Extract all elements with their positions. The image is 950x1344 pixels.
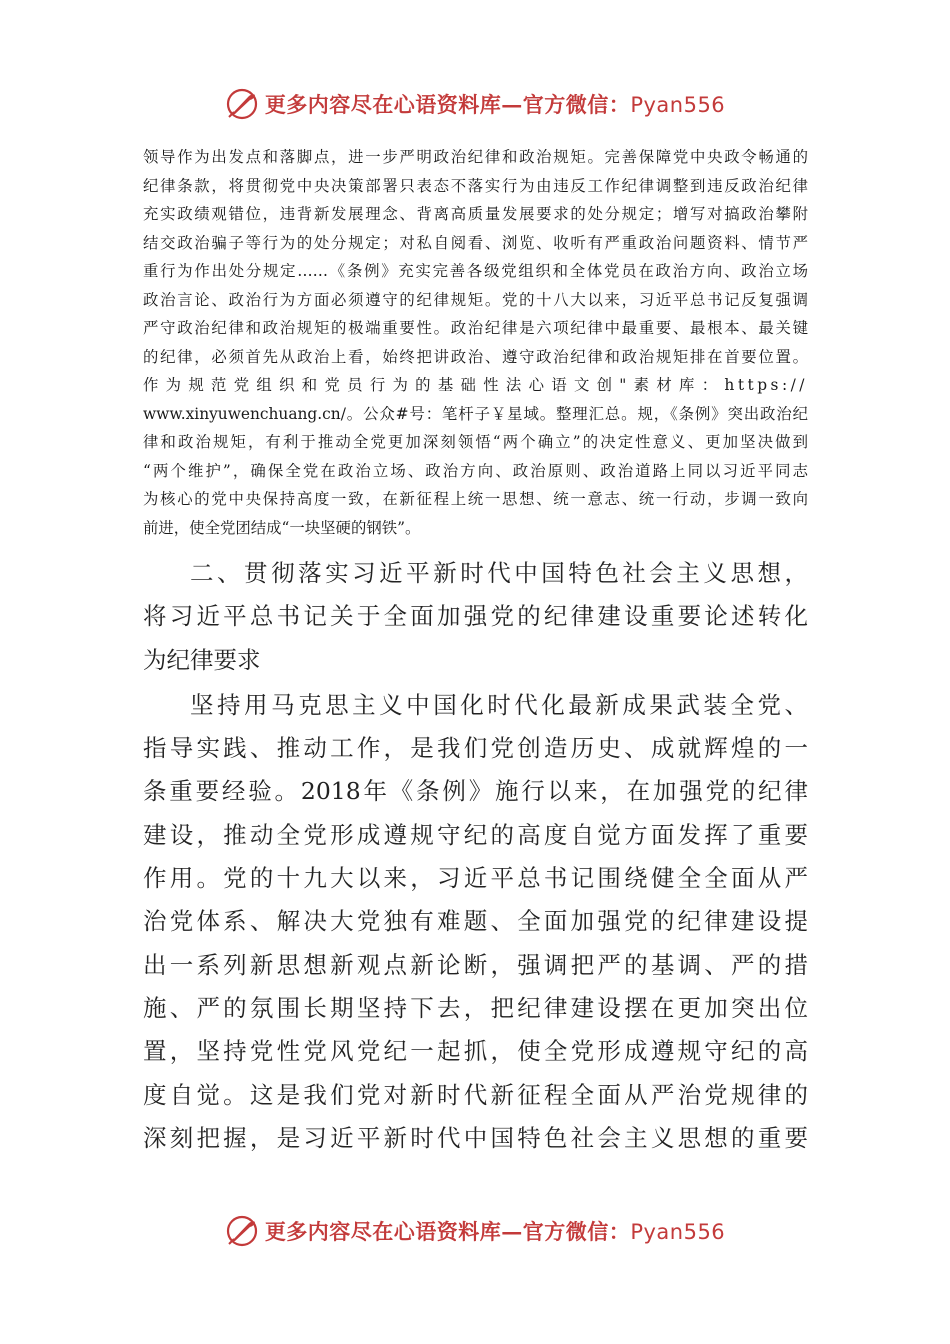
- banner-text: [265, 1216, 725, 1246]
- banner-label: 更多内容尽在心语资料库—官方微信：: [264, 92, 631, 117]
- text-line: 置，坚持党性党风党纪一起抓，使全党形成遵规守纪的高: [143, 1037, 808, 1066]
- text-line: 领导作为出发点和落脚点，进一步严明政治纪律和政治规矩。完善保障党中央政令畅通的: [143, 148, 808, 166]
- section2-heading: [143, 552, 808, 682]
- text-line: 律和政治规矩，有利于推动全党更加深刻领悟“两个确立”的决定性意义、更加坚决做到: [143, 433, 808, 451]
- text-line: 前进，使全党团结成“一块坚硬的钢铁”。: [143, 518, 421, 537]
- header-banner: [0, 84, 950, 124]
- text-line: 作用。党的十九大以来，习近平总书记围绕健全全面从严: [143, 864, 808, 893]
- text-line: 施、严的氛围长期坚持下去，把纪律建设摆在更加突出位: [143, 993, 808, 1022]
- heading-line: 为纪律要求: [143, 645, 261, 674]
- banner-text: [265, 89, 725, 119]
- text-line: 作为规范党组织和党员行为的基础性法心语文创"素材库：https://: [143, 376, 808, 394]
- footer-banner: [0, 1211, 950, 1251]
- text-line: 政治言论、政治行为方面必须遵守的纪律规矩。党的十八大以来，习近平总书记反复强调: [143, 290, 808, 309]
- text-line: 治党体系、解决大党独有难题、全面加强党的纪律建设提: [143, 907, 808, 936]
- text-line: 充实政绩观错位，违背新发展理念、背离高质量发展要求的处分规定；增写对搞政治攀附: [143, 205, 808, 223]
- text-line: 出一系列新思想新观点新论断，强调把严的基调、严的措: [143, 950, 808, 979]
- banner-wechat-id: Pyan556: [630, 1220, 726, 1244]
- section2: [143, 552, 808, 1160]
- text-line: www.xinyuwenchuang.cn/。公众#号：笔杆子￥星域。整理汇总。规，《条例》突出政治纪: [143, 404, 808, 423]
- text-line: 条重要经验。2018年《条例》施行以来，在加强党的纪律: [143, 777, 808, 806]
- section2-body-paragraph: [143, 684, 808, 1160]
- text-line: 建设，推动全党形成遵规守纪的高度自觉方面发挥了重要: [143, 820, 808, 849]
- text-line: 的纪律，必须首先从政治上看，始终把讲政治、遵守政治纪律和政治规矩排在首要位置。: [143, 347, 808, 366]
- heading-line: 将习近平总书记关于全面加强党的纪律建设重要论述转化: [143, 602, 808, 631]
- text-line: 严守政治纪律和政治规矩的极端重要性。政治纪律是六项纪律中最重要、最根本、最关键: [143, 319, 808, 337]
- text-line: 结交政治骗子等行为的处分规定；对私自阅看、浏览、收听有严重政治问题资料、情节严: [143, 233, 808, 252]
- banner-label: 更多内容尽在心语资料库—官方微信：: [264, 1219, 631, 1244]
- text-line: 为核心的党中央保持高度一致，在新征程上统一思想、统一意志、统一行动，步调一致向: [143, 490, 808, 508]
- banner-wechat-id: Pyan556: [630, 93, 726, 117]
- text-line: 坚持用马克思主义中国化时代化最新成果武装全党、: [190, 690, 808, 719]
- quill-pen-logo-icon: [225, 87, 259, 121]
- text-line: 指导实践、推动工作，是我们党创造历史、成就辉煌的一: [143, 734, 808, 763]
- text-line: 深刻把握，是习近平新时代中国特色社会主义思想的重要: [143, 1123, 808, 1152]
- quill-pen-logo-icon: [225, 1214, 259, 1248]
- text-line: 度自觉。这是我们党对新时代新征程全面从严治党规律的: [143, 1080, 808, 1109]
- text-line: 纪律条款，将贯彻党中央决策部署只表态不落实行为由违反工作纪律调整到违反政治纪律: [143, 176, 808, 195]
- section1-tail-paragraph: [143, 143, 808, 542]
- text-line: “两个维护”，确保全党在政治立场、政治方向、政治原则、政治道路上同以习近平同志: [143, 461, 808, 480]
- heading-line: 二、贯彻落实习近平新时代中国特色社会主义思想，: [190, 559, 808, 587]
- text-line: 重行为作出处分规定……《条例》充实完善各级党组织和全体党员在政治方向、政治立场: [143, 262, 808, 280]
